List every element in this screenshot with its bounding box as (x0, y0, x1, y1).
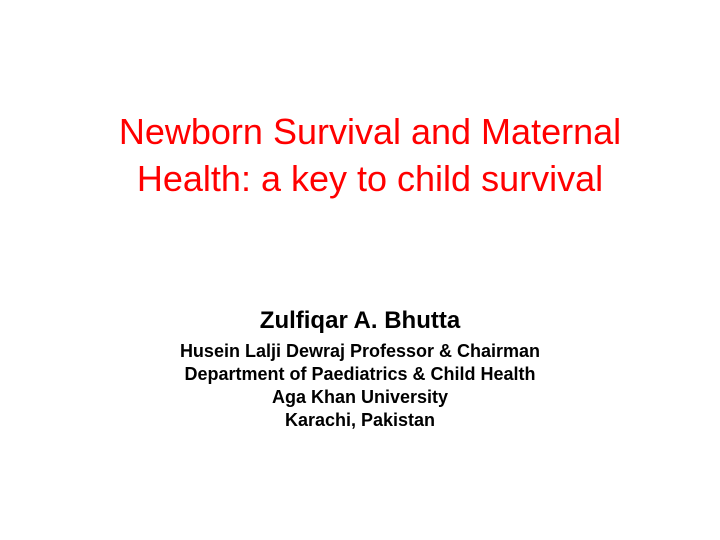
affiliation-department: Department of Paediatrics & Child Health (184, 364, 536, 384)
author-affiliation (0, 340, 720, 432)
affiliation-university: Aga Khan University (271, 387, 449, 407)
slide-title-line-2: Health: a key to child survival (136, 158, 604, 199)
affiliation-location: Karachi, Pakistan (284, 410, 436, 430)
author-name: Zulfiqar A. Bhutta (259, 307, 461, 334)
slide-title-line-1: Newborn Survival and Maternal (118, 111, 622, 152)
slide-title (0, 108, 720, 202)
affiliation-position: Husein Lalji Dewraj Professor & Chairman (179, 341, 541, 361)
